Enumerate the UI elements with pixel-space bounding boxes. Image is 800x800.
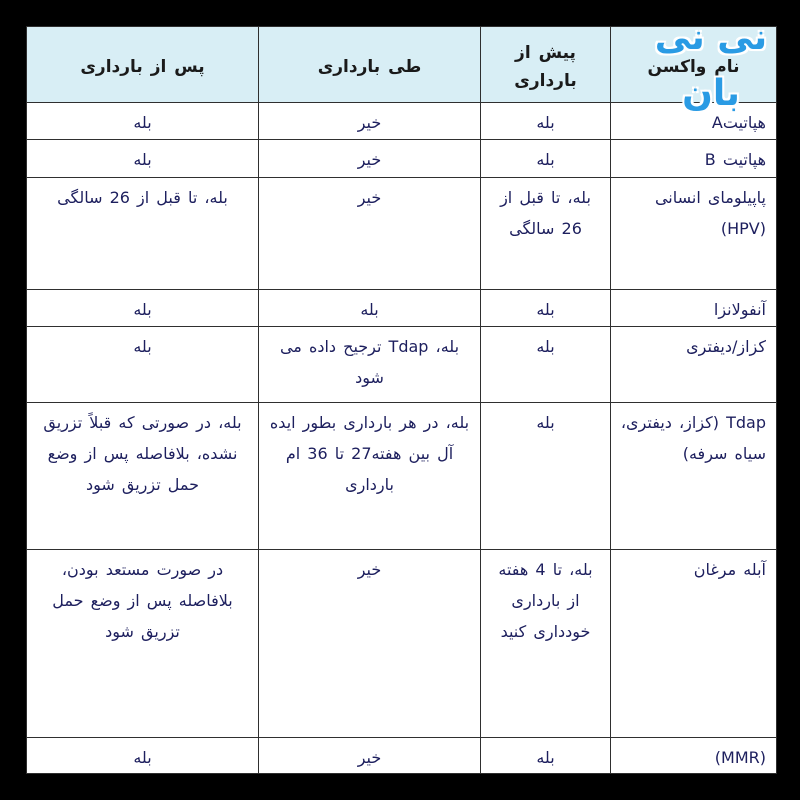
before-cell: بله <box>481 103 611 140</box>
before-cell: بله <box>481 140 611 178</box>
after-cell: بله <box>27 327 259 403</box>
before-cell: بله <box>481 737 611 773</box>
table-row <box>27 140 777 178</box>
during-cell: خیر <box>259 737 481 773</box>
vaccine-name: هپاتیت B <box>611 140 777 178</box>
vaccine-name: پاپیلومای انسانی (HPV) <box>611 178 777 290</box>
after-cell: بله <box>27 290 259 327</box>
header-after-pregnancy: پس از بارداری <box>27 27 259 103</box>
before-cell: بله، تا قبل از 26 سالگی <box>481 178 611 290</box>
before-cell: بله، تا 4 هفته از بارداری خودداری کنید <box>481 549 611 737</box>
table-frame <box>26 26 776 774</box>
after-cell: بله <box>27 140 259 178</box>
before-cell: بله <box>481 327 611 403</box>
before-cell: بله <box>481 403 611 549</box>
header-vaccine-name: نام واکسن <box>611 27 777 103</box>
table-row <box>27 103 777 140</box>
header-before-pregnancy: پیش از بارداری <box>481 27 611 103</box>
vaccine-name: هپاتیتA <box>611 103 777 140</box>
during-cell: بله، در هر بارداری بطور ایده آل بین هفته27 تا 36 ام بارداری <box>259 403 481 549</box>
during-cell: بله، Tdap ترجیح داده می شود <box>259 327 481 403</box>
vaccine-name: آبله مرغان <box>611 549 777 737</box>
during-cell: خیر <box>259 140 481 178</box>
table-row <box>27 549 777 737</box>
table-row <box>27 737 777 773</box>
vaccine-table <box>26 26 777 774</box>
vaccine-name: کزاز/دیفتری <box>611 327 777 403</box>
vaccine-name: آنفولانزا <box>611 290 777 327</box>
after-cell: بله <box>27 737 259 773</box>
table-row <box>27 403 777 549</box>
after-cell: بله، در صورتی که قبلاً تزریق نشده، بلافاصله پس از وضع حمل تزریق شود <box>27 403 259 549</box>
before-cell: بله <box>481 290 611 327</box>
table-row <box>27 178 777 290</box>
table-row <box>27 290 777 327</box>
site-logo: نی نی بان <box>654 17 768 114</box>
after-cell: در صورت مستعد بودن، بلافاصله پس از وضع حمل تزریق شود <box>27 549 259 737</box>
header-during-pregnancy: طی بارداری <box>259 27 481 103</box>
during-cell: خیر <box>259 549 481 737</box>
table-row <box>27 327 777 403</box>
during-cell: خیر <box>259 103 481 140</box>
during-cell: بله <box>259 290 481 327</box>
vaccine-name: (MMR) <box>611 737 777 773</box>
after-cell: بله <box>27 103 259 140</box>
vaccine-name: Tdap (کزاز، دیفتری، سیاه سرفه) <box>611 403 777 549</box>
after-cell: بله، تا قبل از 26 سالگی <box>27 178 259 290</box>
during-cell: خیر <box>259 178 481 290</box>
